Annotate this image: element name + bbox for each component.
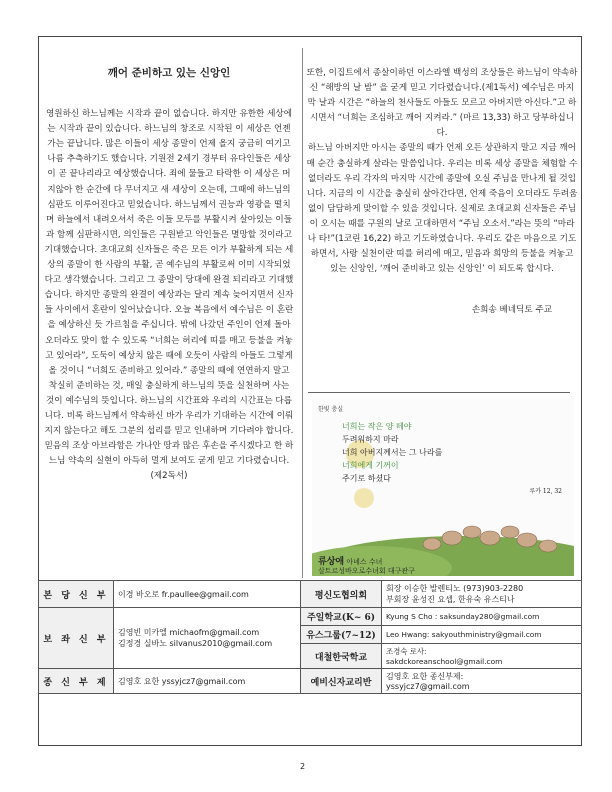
artwork-sheep <box>312 398 574 576</box>
page-number: 2 <box>300 762 306 771</box>
artwork-line-1: 너희는 작은 양 떼야 <box>342 422 412 431</box>
artist-org: 살트르성바오로수녀회 대구관구 <box>318 567 415 575</box>
label-council: 평신도협의회 <box>301 581 382 608</box>
column-divider <box>302 48 303 578</box>
article-title: 깨어 준비하고 있는 신앙인 <box>107 67 231 79</box>
label-youth: 유스그룹(7~12) <box>301 626 382 644</box>
article-left-text: 영원하신 하느님께는 시작과 끝이 없습니다. 하지만 유한한 세상에는 시작과 끝이 있습니다. 하느님의 창조로 시작된 이 세상은 언젠가는 끝납니다. 많은 이들이 세상 종말이 언제 올지 궁금히 여기고 나름 추측하기도 했습니다. 기원전 2세기 경부터 유다인들은 세상이 곧 끝나리라고 예상했습니다. 죄에 물들고 타락한 이 세상은 머지않아 한 순간에 다 무너지고 새 세상이 오는데, 그때에 하느님의 심판도 이루어진다고 믿었습니다. 하느님께서 권능과 영광을 떨치며 하늘에서 내려오셔서 죽은 이들 모두를 부활시켜 살아있는 이들과 함께 심판하시면, 의인들은 구원받고 악인들은 멸망할 것이라고 기대했습니다. 초대교회 신자들은 죽은 모든 이가 부활하게 되는 세상의 종말이 한 사람의 부활, 곧 예수님의 부활로써 이미 시작되었다고 생각했습니다. 그리고 그 종말이 당대에 완결 되리라고 기대했습니다. 하지만 종말의 완결이 예상과는 달리 계속 늦어지면서 신자들 사이에서 혼란이 일어났습니다. 오늘 복음에서 예수님은 이 혼란을 예상하신 듯 가르침을 주십니다. 밖에 나갔던 주인이 언제 돌아오더라도 맞이 할 수 있도록 “너희는 허리에 띠를 매고 등불을 켜놓고 있어라”, 도둑이 예상치 않은 때에 오듯이 사람의 아들도 그렇게 올 것이니 “너희도 준비하고 있어라.” 종말의 때에 연연하지 말고 착실히 준비하는 것, 매일 충실하게 하느님의 뜻을 실천하며 사는 것이 예수님의 뜻입니다. 하느님의 시간표와 우리의 시간표는 다릅니다. 비록 하느님께서 약속하신 바가 우리가 기대하는 시간에 이뤄지지 않는다고 해도 그분의 섭리를 믿고 인내하며 기다려야 합니다. 믿음의 조상 아브라함은 가나안 땅과 많은 후손을 주시겠다고 한 하느님 약속의 실현이 아득히 멀게 보여도 굳게 믿고 기다렸습니다.(제2독서) <box>44 109 294 482</box>
article-right-text-2: 하느님 아버지만 아시는 종말의 때가 언제 오든 상관하지 말고 지금 깨어 매 순간 충실하게 살라는 말씀입니다. 우리는 비록 세상 종말을 체험할 수 없더라도 우리 각자의 마지막 시간에 종말에 오실 주님을 만나게 될 것입니다. 지금의 이 시간을 충실히 살아간다면, 언제 죽음이 오더라도 두려움 없이 담담하게 맞이할 수 있을 것입니다. 실제로 초대교회 신자들은 주님이 오시는 때를 구원의 날로 고대하면서 “주님 오소서.”라는 뜻의 “마라나 타!”(1코린 16,22) 하고 기도하였습니다. 우리도 같은 마음으로 기도하면서, 사랑 실천이란 띠를 허리에 매고, 믿음과 희망의 등불을 켜놓고 있는 신앙인, ‘깨어 준비하고 있는 신앙인’ 이 되도록 합시다. <box>306 143 578 275</box>
label-deacon: 종 신 부 제 <box>39 669 114 694</box>
value-sunday-school: Kyung S Cho : saksunday280@gmail.com <box>382 608 582 626</box>
artwork-signature <box>318 558 415 576</box>
artwork-line-3: 너희 아버지께서는 그 나라를 <box>342 448 443 457</box>
artwork-calligraphy <box>342 420 562 498</box>
label-catechism: 예비신자교리반 <box>301 669 382 694</box>
value-council-line-1: 회장 이승한 발렌티노 (973)903-2280 <box>386 584 524 593</box>
value-council-line-2: 부회장 윤성진 요셉, 한유숙 유스티나 <box>386 595 515 604</box>
value-catechism <box>382 669 582 694</box>
article-left-column <box>44 66 294 484</box>
label-assistant: 보 좌 신 부 <box>39 608 114 669</box>
value-catechism-line-2: yssyjcz7@gmail.com <box>386 682 470 691</box>
label-sunday-school: 주일학교(K~ 6) <box>301 608 382 626</box>
value-pastor: 이경 바오로 fr.paullee@gmail.com <box>114 581 301 608</box>
value-assistant <box>114 608 301 669</box>
value-catechism-line-1: 김영호 요한 종신부제: <box>386 672 464 681</box>
value-assistant-line-1: 김영빈 미카엘 michaofm@gmail.com <box>118 628 260 637</box>
artwork-caption: 한빛 충실 <box>318 406 344 413</box>
value-korean-school-line-1: 조경숙 로사: <box>386 647 427 656</box>
artist-title: 아녜스 수녀 <box>346 558 383 566</box>
value-korean-school <box>382 644 582 669</box>
contact-table <box>38 580 582 694</box>
artwork-verse: 루카 12, 32 <box>529 488 562 495</box>
value-korean-school-line-2: sakdckoreanschool@gmail.com <box>386 657 503 666</box>
artwork-line-4: 너희에게 기꺼이 <box>342 461 399 470</box>
value-assistant-line-2: 김정경 실바노 silvanus2010@gmail.com <box>118 639 273 648</box>
divider-top <box>308 392 570 393</box>
article-author: 손희송 베네딕토 주교 <box>471 305 552 316</box>
value-council <box>382 581 582 608</box>
artwork-line-5: 주기로 하셨다 <box>342 474 391 483</box>
article-right-column <box>306 66 578 318</box>
artwork-line-2: 두려워하지 마라 <box>342 435 399 444</box>
article-right-text-1: 또한, 이집트에서 종살이하던 이스라엘 백성의 조상들은 하느님이 약속하신 “해방의 날 밤” 을 굳게 믿고 기다렸습니다.(제1독서) 예수님은 마지막 날과 시간은 “하늘의 천사들도 아들도 모르고 아버지만 아신다.”고 하시면서 “너희는 조심하고 깨어 지켜라.” (마르 13,33) 하고 당부하십니다. <box>306 68 578 139</box>
artist-name: 류상애 <box>318 557 345 567</box>
label-korean-school: 대철한국학교 <box>301 644 382 669</box>
value-deacon: 김영호 요한 yssyjcz7@gmail.com <box>114 669 301 694</box>
label-pastor: 본 당 신 부 <box>39 581 114 608</box>
value-youth: Leo Hwang: sakyouthministry@gmail.com <box>382 626 582 644</box>
